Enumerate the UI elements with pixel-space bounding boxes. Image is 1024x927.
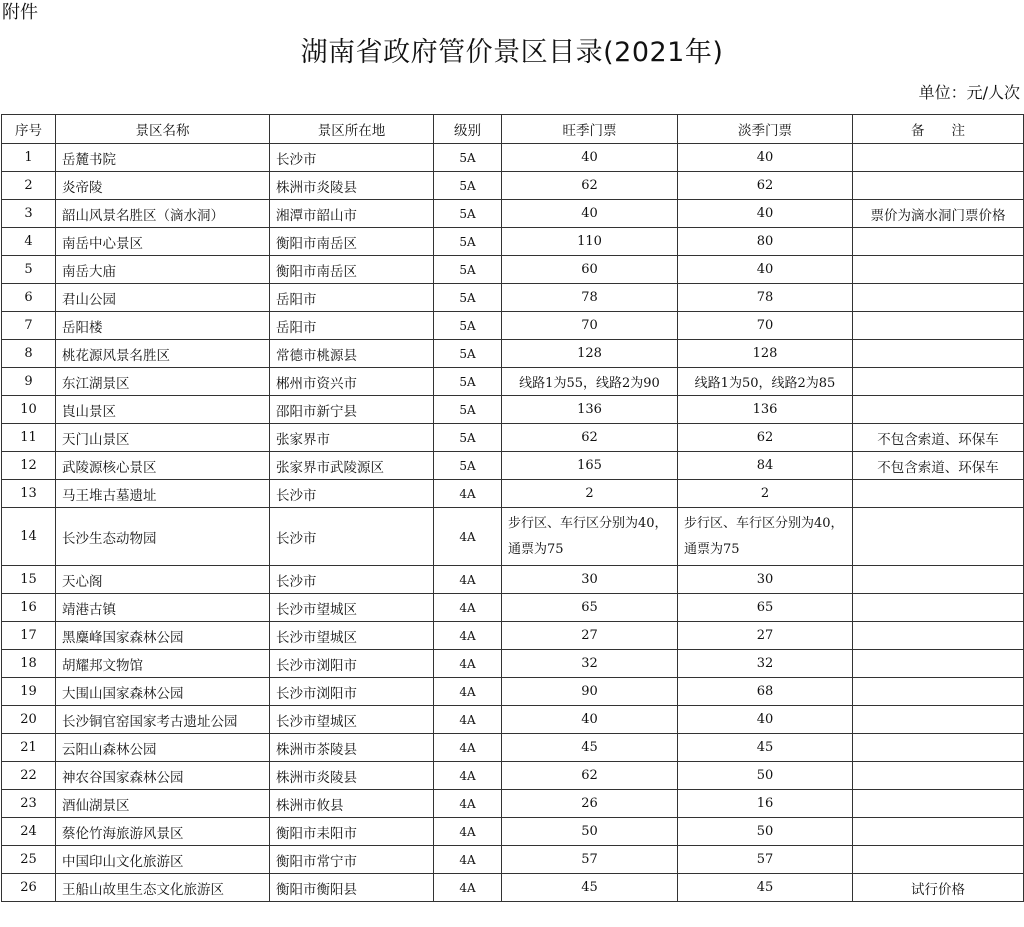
cell-peak-price: 62 <box>502 424 678 452</box>
cell-peak-price: 40 <box>502 706 678 734</box>
cell-no: 5 <box>2 256 56 284</box>
cell-level: 5A <box>434 172 502 200</box>
table-row <box>2 650 1024 678</box>
cell-off-price: 线路1为50，线路2为85 <box>678 368 853 396</box>
cell-level: 4A <box>434 706 502 734</box>
cell-location: 长沙市望城区 <box>270 706 434 734</box>
cell-peak-price: 步行区、车行区分别为40，通票为75 <box>502 508 678 566</box>
cell-name: 东江湖景区 <box>56 368 270 396</box>
cell-note <box>853 172 1024 200</box>
document-title: 湖南省政府管价景区目录(2021年) <box>300 37 724 68</box>
cell-peak-price: 27 <box>502 622 678 650</box>
cell-note <box>853 818 1024 846</box>
cell-note <box>853 650 1024 678</box>
cell-name: 天门山景区 <box>56 424 270 452</box>
cell-no: 20 <box>2 706 56 734</box>
cell-peak-price: 2 <box>502 480 678 508</box>
cell-no: 17 <box>2 622 56 650</box>
cell-level: 4A <box>434 480 502 508</box>
cell-name: 天心阁 <box>56 566 270 594</box>
table-row <box>2 284 1024 312</box>
table-row <box>2 396 1024 424</box>
cell-location: 郴州市资兴市 <box>270 368 434 396</box>
cell-off-price: 32 <box>678 650 853 678</box>
cell-off-price: 40 <box>678 144 853 172</box>
cell-location: 张家界市 <box>270 424 434 452</box>
cell-level: 4A <box>434 508 502 566</box>
cell-peak-price: 40 <box>502 200 678 228</box>
cell-note <box>853 846 1024 874</box>
cell-location: 株洲市茶陵县 <box>270 734 434 762</box>
cell-peak-price: 线路1为55，线路2为90 <box>502 368 678 396</box>
cell-name: 马王堆古墓遗址 <box>56 480 270 508</box>
cell-location: 常德市桃源县 <box>270 340 434 368</box>
cell-location: 长沙市望城区 <box>270 594 434 622</box>
cell-level: 4A <box>434 790 502 818</box>
cell-name: 岳麓书院 <box>56 144 270 172</box>
cell-note <box>853 284 1024 312</box>
cell-level: 5A <box>434 284 502 312</box>
cell-location: 衡阳市南岳区 <box>270 228 434 256</box>
cell-peak-price: 62 <box>502 762 678 790</box>
cell-level: 4A <box>434 818 502 846</box>
cell-off-price: 30 <box>678 566 853 594</box>
cell-level: 4A <box>434 566 502 594</box>
cell-no: 3 <box>2 200 56 228</box>
cell-location: 衡阳市衡阳县 <box>270 874 434 902</box>
cell-location: 长沙市浏阳市 <box>270 678 434 706</box>
cell-off-price: 80 <box>678 228 853 256</box>
cell-peak-price: 40 <box>502 144 678 172</box>
header-note: 备 注 <box>853 115 1024 144</box>
cell-note <box>853 734 1024 762</box>
cell-off-price: 步行区、车行区分别为40，通票为75 <box>678 508 853 566</box>
table-row <box>2 622 1024 650</box>
cell-level: 5A <box>434 312 502 340</box>
cell-location: 岳阳市 <box>270 312 434 340</box>
cell-name: 酒仙湖景区 <box>56 790 270 818</box>
cell-location: 长沙市 <box>270 508 434 566</box>
header-off-price: 淡季门票 <box>678 115 853 144</box>
cell-note <box>853 594 1024 622</box>
annex-label: 附件 <box>2 2 38 23</box>
cell-level: 5A <box>434 144 502 172</box>
table-row <box>2 200 1024 228</box>
table-row <box>2 508 1024 566</box>
cell-peak-price: 30 <box>502 566 678 594</box>
table-row <box>2 734 1024 762</box>
cell-level: 4A <box>434 874 502 902</box>
cell-no: 21 <box>2 734 56 762</box>
cell-note <box>853 678 1024 706</box>
cell-note <box>853 706 1024 734</box>
cell-note <box>853 144 1024 172</box>
cell-no: 26 <box>2 874 56 902</box>
cell-no: 4 <box>2 228 56 256</box>
cell-note <box>853 228 1024 256</box>
cell-off-price: 50 <box>678 762 853 790</box>
cell-off-price: 136 <box>678 396 853 424</box>
cell-name: 王船山故里生态文化旅游区 <box>56 874 270 902</box>
cell-level: 5A <box>434 256 502 284</box>
table-row <box>2 762 1024 790</box>
cell-off-price: 45 <box>678 874 853 902</box>
cell-note <box>853 480 1024 508</box>
cell-name: 长沙生态动物园 <box>56 508 270 566</box>
cell-no: 1 <box>2 144 56 172</box>
cell-note <box>853 396 1024 424</box>
header-location: 景区所在地 <box>270 115 434 144</box>
cell-no: 2 <box>2 172 56 200</box>
cell-location: 株洲市炎陵县 <box>270 172 434 200</box>
cell-name: 蔡伦竹海旅游风景区 <box>56 818 270 846</box>
header-no: 序号 <box>2 115 56 144</box>
cell-no: 25 <box>2 846 56 874</box>
cell-no: 24 <box>2 818 56 846</box>
cell-peak-price: 60 <box>502 256 678 284</box>
cell-name: 南岳大庙 <box>56 256 270 284</box>
cell-peak-price: 136 <box>502 396 678 424</box>
cell-location: 衡阳市南岳区 <box>270 256 434 284</box>
cell-name: 韶山风景名胜区（滴水洞） <box>56 200 270 228</box>
cell-note <box>853 340 1024 368</box>
cell-peak-price: 32 <box>502 650 678 678</box>
cell-level: 5A <box>434 228 502 256</box>
cell-no: 15 <box>2 566 56 594</box>
cell-name: 靖港古镇 <box>56 594 270 622</box>
cell-location: 岳阳市 <box>270 284 434 312</box>
cell-level: 4A <box>434 650 502 678</box>
table-row <box>2 874 1024 902</box>
cell-level: 4A <box>434 734 502 762</box>
cell-level: 5A <box>434 424 502 452</box>
table-row <box>2 818 1024 846</box>
cell-note <box>853 790 1024 818</box>
cell-name: 长沙铜官窑国家考古遗址公园 <box>56 706 270 734</box>
cell-no: 8 <box>2 340 56 368</box>
cell-peak-price: 62 <box>502 172 678 200</box>
table-row <box>2 706 1024 734</box>
cell-location: 株洲市炎陵县 <box>270 762 434 790</box>
cell-name: 南岳中心景区 <box>56 228 270 256</box>
cell-note <box>853 312 1024 340</box>
cell-level: 5A <box>434 452 502 480</box>
cell-name: 岳阳楼 <box>56 312 270 340</box>
cell-peak-price: 65 <box>502 594 678 622</box>
cell-location: 株洲市攸县 <box>270 790 434 818</box>
cell-level: 5A <box>434 200 502 228</box>
cell-level: 4A <box>434 622 502 650</box>
cell-no: 9 <box>2 368 56 396</box>
cell-name: 胡耀邦文物馆 <box>56 650 270 678</box>
cell-no: 14 <box>2 508 56 566</box>
table-row <box>2 144 1024 172</box>
cell-off-price: 70 <box>678 312 853 340</box>
scenic-price-table <box>1 114 1024 902</box>
cell-name: 神农谷国家森林公园 <box>56 762 270 790</box>
cell-off-price: 65 <box>678 594 853 622</box>
cell-level: 4A <box>434 762 502 790</box>
cell-note <box>853 566 1024 594</box>
cell-peak-price: 50 <box>502 818 678 846</box>
cell-name: 君山公园 <box>56 284 270 312</box>
cell-level: 4A <box>434 594 502 622</box>
cell-name: 云阳山森林公园 <box>56 734 270 762</box>
cell-no: 22 <box>2 762 56 790</box>
cell-location: 长沙市 <box>270 144 434 172</box>
cell-off-price: 78 <box>678 284 853 312</box>
cell-off-price: 2 <box>678 480 853 508</box>
table-row <box>2 312 1024 340</box>
table-row <box>2 256 1024 284</box>
cell-location: 衡阳市常宁市 <box>270 846 434 874</box>
cell-note <box>853 368 1024 396</box>
cell-name: 黑麋峰国家森林公园 <box>56 622 270 650</box>
cell-location: 衡阳市耒阳市 <box>270 818 434 846</box>
cell-name: 桃花源风景名胜区 <box>56 340 270 368</box>
cell-peak-price: 110 <box>502 228 678 256</box>
table-row <box>2 228 1024 256</box>
cell-no: 19 <box>2 678 56 706</box>
cell-off-price: 128 <box>678 340 853 368</box>
table-row <box>2 340 1024 368</box>
cell-no: 7 <box>2 312 56 340</box>
cell-off-price: 62 <box>678 424 853 452</box>
table-row <box>2 480 1024 508</box>
cell-level: 4A <box>434 846 502 874</box>
table-row <box>2 594 1024 622</box>
cell-level: 4A <box>434 678 502 706</box>
table-body <box>2 144 1024 902</box>
cell-no: 10 <box>2 396 56 424</box>
cell-peak-price: 90 <box>502 678 678 706</box>
header-name: 景区名称 <box>56 115 270 144</box>
cell-off-price: 50 <box>678 818 853 846</box>
table-header-row <box>2 115 1024 144</box>
header-level: 级别 <box>434 115 502 144</box>
table-row <box>2 566 1024 594</box>
cell-note <box>853 762 1024 790</box>
cell-no: 12 <box>2 452 56 480</box>
table-row <box>2 790 1024 818</box>
cell-off-price: 57 <box>678 846 853 874</box>
cell-name: 大围山国家森林公园 <box>56 678 270 706</box>
cell-no: 6 <box>2 284 56 312</box>
cell-note: 试行价格 <box>853 874 1024 902</box>
table-row <box>2 172 1024 200</box>
cell-off-price: 27 <box>678 622 853 650</box>
cell-level: 5A <box>434 396 502 424</box>
cell-note <box>853 508 1024 566</box>
table-row <box>2 846 1024 874</box>
cell-off-price: 45 <box>678 734 853 762</box>
cell-name: 崀山景区 <box>56 396 270 424</box>
cell-note: 票价为滴水洞门票价格 <box>853 200 1024 228</box>
cell-off-price: 40 <box>678 256 853 284</box>
cell-location: 长沙市 <box>270 480 434 508</box>
cell-off-price: 40 <box>678 706 853 734</box>
cell-location: 长沙市望城区 <box>270 622 434 650</box>
cell-name: 炎帝陵 <box>56 172 270 200</box>
cell-peak-price: 45 <box>502 874 678 902</box>
cell-note <box>853 256 1024 284</box>
cell-peak-price: 57 <box>502 846 678 874</box>
cell-peak-price: 45 <box>502 734 678 762</box>
cell-location: 长沙市 <box>270 566 434 594</box>
cell-note: 不包含索道、环保车 <box>853 452 1024 480</box>
cell-no: 18 <box>2 650 56 678</box>
cell-level: 5A <box>434 368 502 396</box>
cell-location: 长沙市浏阳市 <box>270 650 434 678</box>
cell-peak-price: 26 <box>502 790 678 818</box>
cell-note <box>853 622 1024 650</box>
cell-peak-price: 70 <box>502 312 678 340</box>
table-row <box>2 424 1024 452</box>
cell-no: 23 <box>2 790 56 818</box>
cell-no: 11 <box>2 424 56 452</box>
cell-peak-price: 78 <box>502 284 678 312</box>
cell-location: 湘潭市韶山市 <box>270 200 434 228</box>
cell-note: 不包含索道、环保车 <box>853 424 1024 452</box>
unit-label: 单位：元/人次 <box>918 83 1020 102</box>
cell-off-price: 68 <box>678 678 853 706</box>
cell-off-price: 84 <box>678 452 853 480</box>
table-row <box>2 368 1024 396</box>
cell-name: 武陵源核心景区 <box>56 452 270 480</box>
cell-location: 邵阳市新宁县 <box>270 396 434 424</box>
cell-off-price: 40 <box>678 200 853 228</box>
cell-no: 16 <box>2 594 56 622</box>
cell-off-price: 62 <box>678 172 853 200</box>
cell-location: 张家界市武陵源区 <box>270 452 434 480</box>
table-row <box>2 452 1024 480</box>
table-row <box>2 678 1024 706</box>
cell-name: 中国印山文化旅游区 <box>56 846 270 874</box>
cell-level: 5A <box>434 340 502 368</box>
cell-peak-price: 165 <box>502 452 678 480</box>
cell-off-price: 16 <box>678 790 853 818</box>
cell-no: 13 <box>2 480 56 508</box>
header-peak-price: 旺季门票 <box>502 115 678 144</box>
cell-peak-price: 128 <box>502 340 678 368</box>
